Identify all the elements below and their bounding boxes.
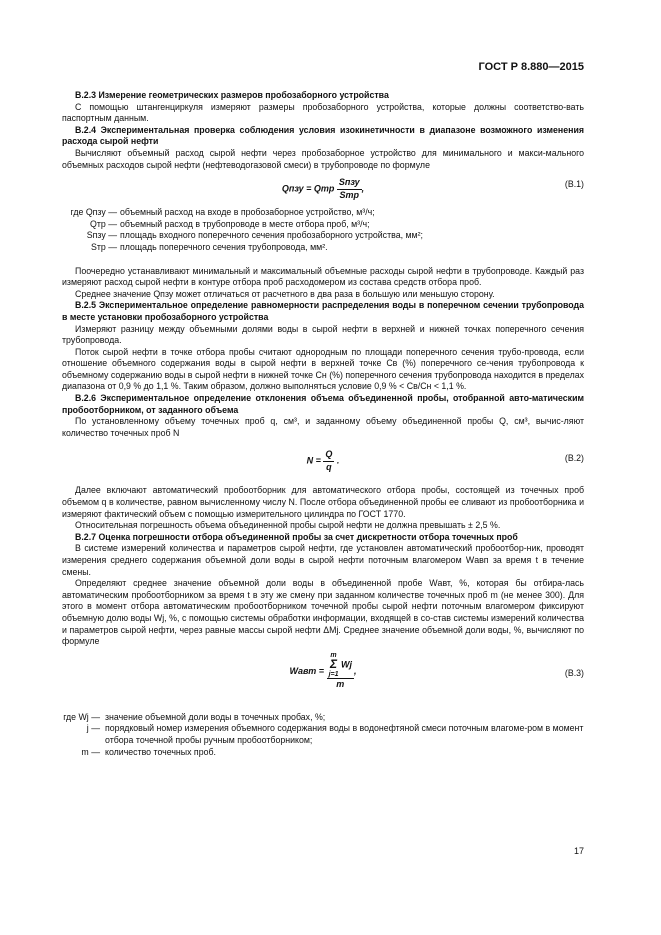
where-text: объемный расход на входе в пробозаборное устройство, м³/ч; bbox=[120, 207, 375, 218]
section-b27-title: В.2.7 Оценка погрешности отбора объединенной пробы за счет дискретности отбора точечных проб bbox=[75, 531, 518, 542]
where-symbol: где Qпзу — bbox=[70, 207, 117, 218]
where-text: количество точечных проб. bbox=[105, 746, 216, 757]
section-b25-paragraph-2: Поток сырой нефти в точке отбора пробы считают однородным по площади поперечного сечения трубо-провода, если отношение объемного содержания воды в сырой нефти в верхней точке Св (%) поперечного се-чения трубопровода к объемному содержанию воды в сырой нефти в нижней точке Сн (%) поперечного сечения трубопровода находится в пределах диапазона от 0,9 % до 1,1 %. Таким образом, должно выполняться условие 0,9 % < Св/Сн < 1,1 %. bbox=[62, 346, 584, 392]
section-b27-paragraph-2: Определяют среднее значение объемной доли воды в объединенной пробе Wавт, %, которая бы отбира-лась автоматическим пробоотборником за время t в эту же смену при заданном количестве точечных проб m (не менее 300). Для этого в момент отбора автоматическим пробоотборником точечной пробы сырой нефти поточным влагомером фиксируют объемную долю воды Wj, %, с помощью системы обработки информации, входящей в со-став системы измерений количества и параметров сырой нефти, через равные массы сырой нефти ΔMj. Среднее значение объемной доли воды, %, вычисляют по формуле bbox=[62, 578, 584, 647]
where-symbol: Sтр — bbox=[90, 241, 117, 252]
where-text: значение объемной доли воды в точечных пробах, %; bbox=[105, 711, 326, 722]
formula-b3-summand: Wj bbox=[341, 659, 353, 670]
where-symbol: где Wj — bbox=[63, 711, 100, 722]
formula-b3-denominator: m bbox=[336, 679, 345, 690]
formula-b2-fraction bbox=[323, 449, 334, 473]
section-b23-text: С помощью штангенциркуля измеряют размеры пробозаборного устройства, которые должны соответство-вать паспортным данным. bbox=[62, 101, 584, 124]
where-row bbox=[62, 230, 584, 242]
formula-b3-sum bbox=[329, 652, 339, 679]
formula-b2-denominator: q bbox=[326, 462, 332, 473]
formula-b1-lhs: Qпзу = Qтр bbox=[281, 183, 335, 194]
section-b24-title: В.2.4 Экспериментальная проверка соблюдения условия изокинетичности в диапазоне возможного изменения расхода сырой нефти bbox=[62, 124, 584, 147]
section-b26-paragraph-3: Относительная погрешность объема объединенной пробы сырой нефти не должна превышать ± 2,5 %. bbox=[75, 520, 501, 531]
where-symbol: Sпзу — bbox=[86, 230, 117, 241]
sum-sign-icon: Σ bbox=[329, 656, 338, 671]
section-b26-paragraph-1: По установленному объему точечных проб q, см³, и заданному объему объединенной пробы Q, см³, вычис-ляют количество точечных проб N bbox=[62, 416, 584, 438]
section-b25-title: В.2.5 Экспериментальное определение равномерности распределения воды в поперечном сечении трубопровода в месте установки пробозаборного устройства bbox=[62, 300, 584, 322]
formula-b3-sum-lower: j=1 bbox=[328, 671, 339, 679]
formula-b3: Wавт = m Σ j=1 Wj m , (В.3) bbox=[289, 651, 584, 690]
section-b24-paragraph-3: Среднее значение Qпзу может отличаться от расчетного в два раза в большую или меньшую сторону. bbox=[75, 288, 495, 299]
formula-b1-label: (В.1) bbox=[564, 179, 584, 190]
document-code: ГОСТ Р 8.880—2015 bbox=[478, 61, 584, 73]
where-list-2 bbox=[62, 712, 584, 758]
section-b24-paragraph-2: Поочередно устанавливают минимальный и максимальный объемные расходы сырой нефти в трубопроводе. Каждый раз измеряют расход сырой нефти в контуре отбора проб расходомером из состава средств отбора проб. bbox=[62, 265, 584, 288]
where-text: порядковый номер измерения объемного содержания воды в водонефтяной смеси поточным влагоме-ром в момент отбора точечной пробы ручным пробоотборником; bbox=[105, 723, 584, 745]
formula-b1-numerator: Sпзу bbox=[337, 177, 362, 190]
where-row bbox=[62, 747, 584, 759]
section-b26-paragraph-2: Далее включают автоматический пробоотборник для автоматического отбора пробы, состоящей из точечных проб объемом q в количестве, равном вычисленному числу N. После отбора объединенной пробы ее сливают из пробоотборника и измеряют фактический объем с помощью измерительного цилиндра по ГОСТ 1770. bbox=[62, 485, 584, 519]
where-symbol: m — bbox=[81, 746, 100, 757]
formula-b3-fraction bbox=[327, 652, 354, 691]
where-text: объемный расход в трубопроводе в месте отбора проб, м³/ч; bbox=[120, 218, 370, 229]
formula-b2-lhs: N = bbox=[306, 455, 321, 466]
document-body bbox=[62, 90, 584, 758]
where-symbol: j — bbox=[86, 723, 100, 734]
where-text: площадь входного поперечного сечения пробозаборного устройства, мм²; bbox=[120, 230, 423, 241]
formula-b1-denominator: Sтр bbox=[339, 189, 360, 200]
formula-b2: N = $\frac{Q}{q}$ . (В.2) bbox=[306, 449, 584, 473]
where-text: площадь поперечного сечения трубопровода, мм². bbox=[120, 241, 328, 252]
where-list-1 bbox=[62, 207, 584, 253]
formula-b2-label: (В.2) bbox=[564, 453, 584, 464]
formula-b3-sum-upper: m bbox=[330, 651, 337, 659]
where-row bbox=[62, 712, 584, 724]
formula-b1: Qпзу = Qтр $\frac{\text{Sпзу}}{\text{Sтр}}$ , (В.1) bbox=[281, 177, 584, 200]
where-row bbox=[62, 723, 584, 746]
where-row bbox=[62, 242, 584, 254]
section-b25-paragraph-1: Измеряют разницу между объемными долями воды в сырой нефти в верхней и нижней точках поперечного сечения трубопровода. bbox=[62, 323, 584, 346]
where-symbol: Qтр — bbox=[89, 218, 117, 229]
where-row bbox=[62, 219, 584, 231]
formula-b3-lhs: Wавт = bbox=[289, 665, 325, 676]
formula-b2-numerator: Q bbox=[323, 449, 334, 462]
formula-b1-fraction bbox=[337, 177, 362, 201]
section-b24-text: Вычисляют объемный расход сырой нефти через пробозаборное устройство для минимального и макси-мального объемных расходов сырой нефти (нефтеводогазовой смеси) в трубопроводе по формуле bbox=[62, 147, 584, 170]
section-b26-title: В.2.6 Экспериментальное определение отклонения объема объединенной пробы, отобранной авто-матическим пробоотборником, от заданного объема bbox=[62, 393, 584, 415]
page-number: 17 bbox=[573, 846, 584, 856]
section-b27-paragraph-1: В системе измерений количества и параметров сырой нефти, где установлен автоматический пробоотбор-ник, проводят измерения среднего содержания объемной доли воды в сырой нефти поточным влагомером Wавп за время t в течение смены. bbox=[62, 543, 584, 577]
formula-b3-numerator bbox=[327, 652, 354, 680]
formula-b3-label: (В.3) bbox=[564, 667, 584, 678]
section-b23-title: В.2.3 Измерение геометрических размеров пробозаборного устройства bbox=[75, 90, 389, 100]
where-row bbox=[62, 207, 584, 219]
